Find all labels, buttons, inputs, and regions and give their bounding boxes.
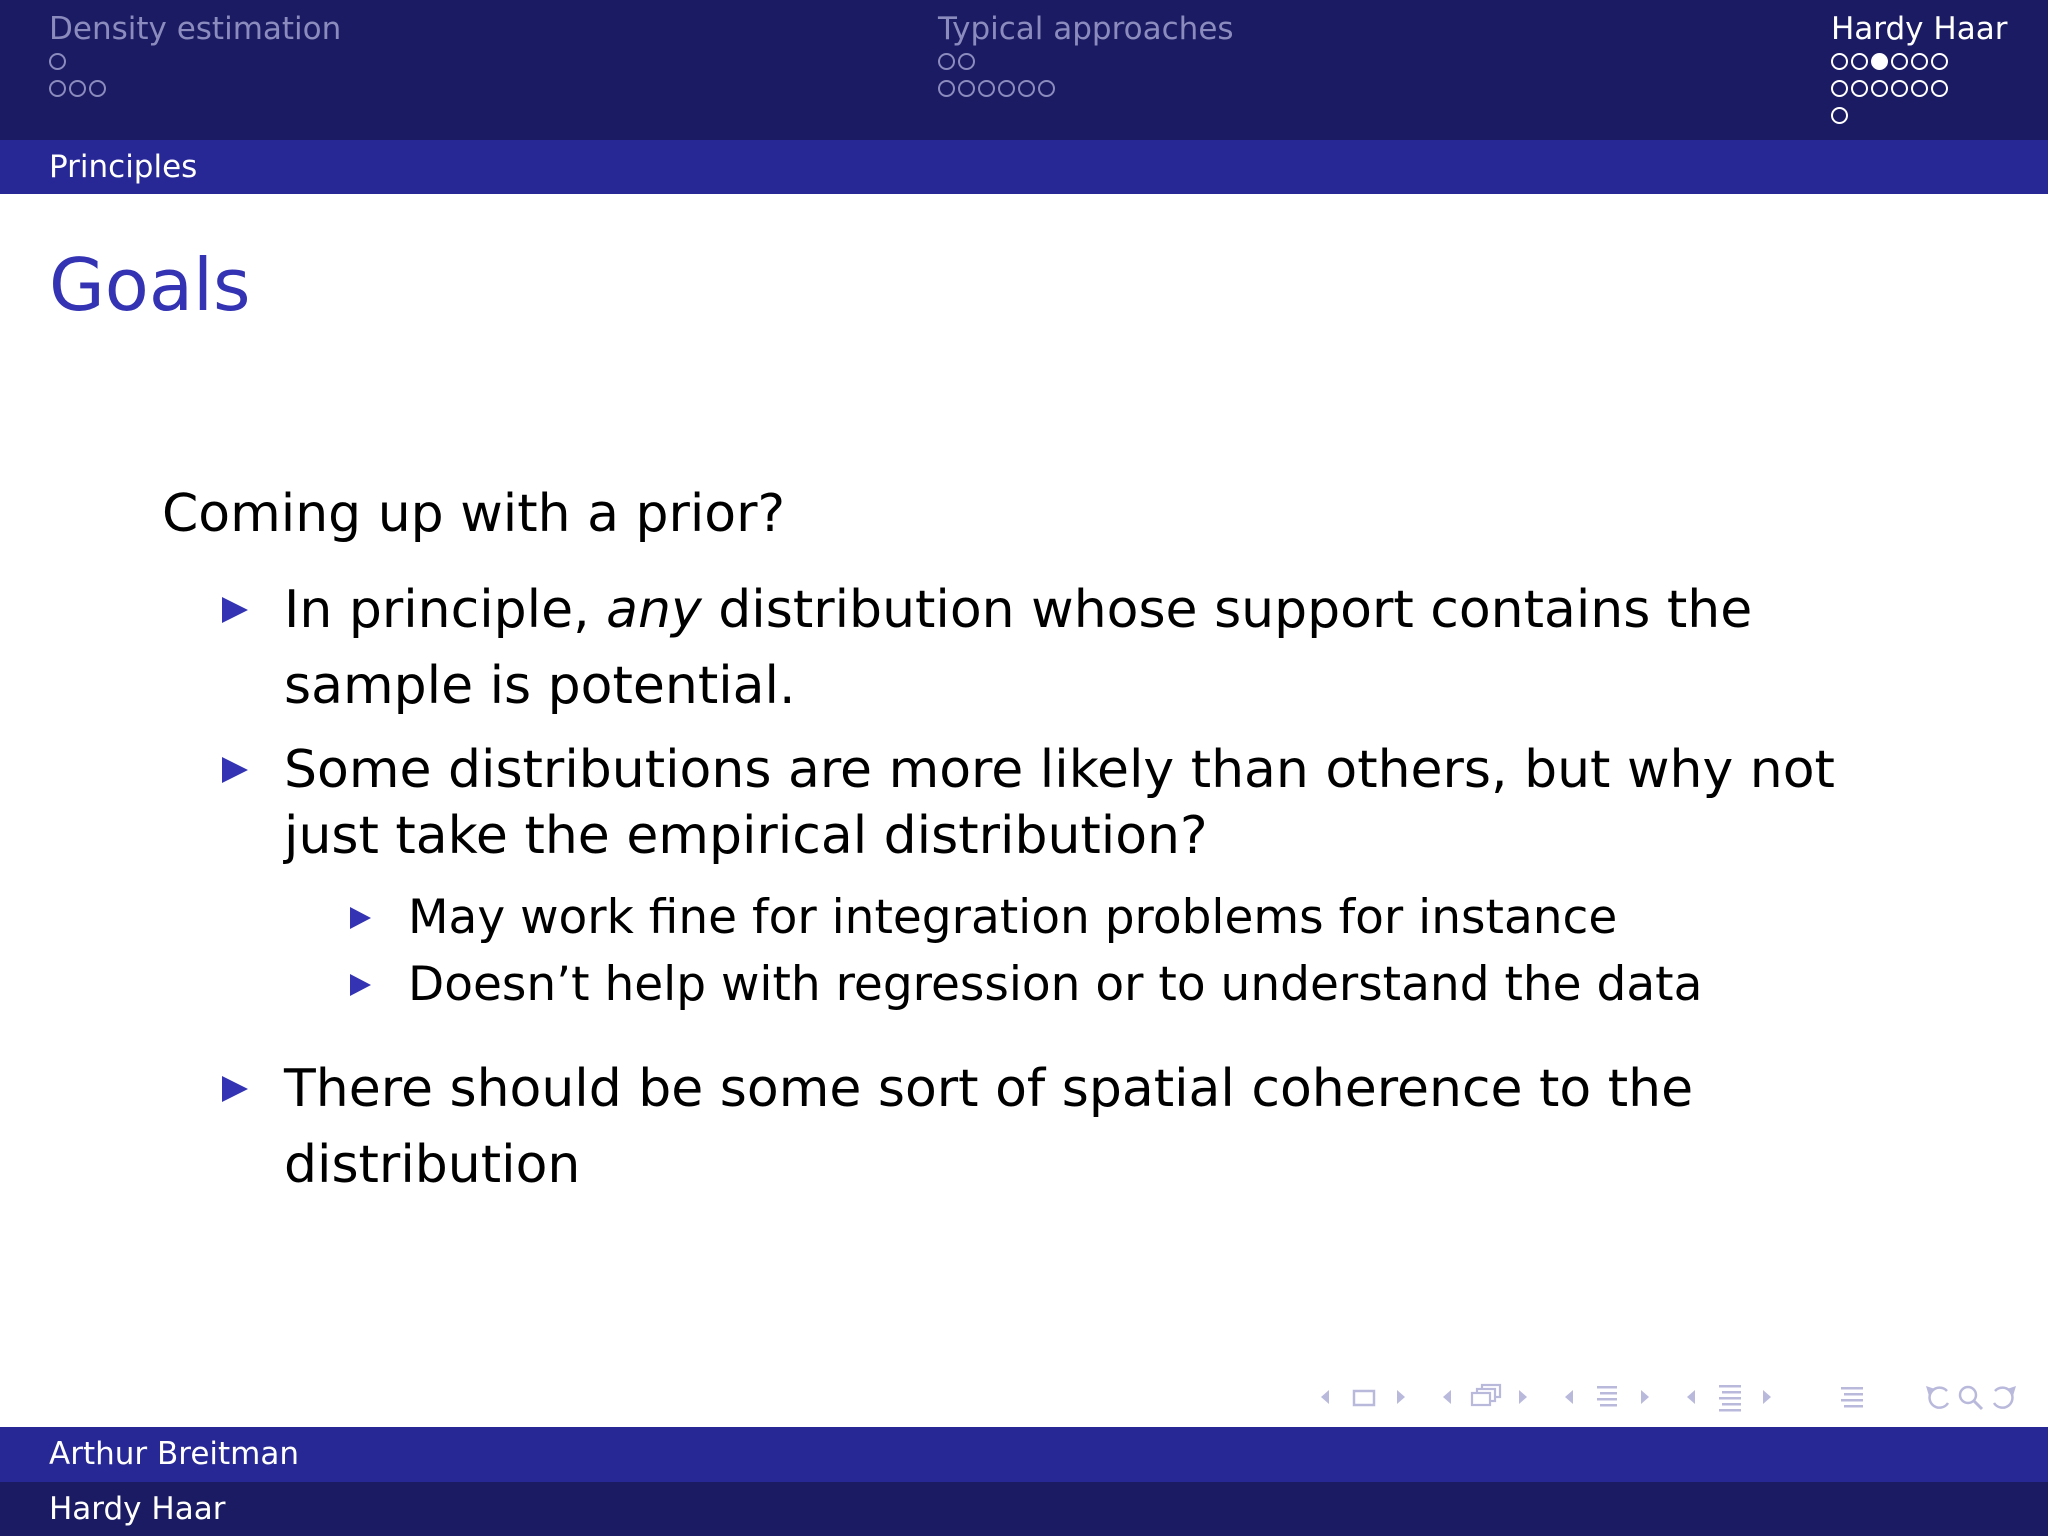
frame-dot[interactable] (49, 53, 66, 70)
bullet-text-part: distribution whose support contains the (701, 580, 1753, 640)
nav-outline-icon[interactable] (1837, 1377, 1869, 1417)
nav-frame-group[interactable] (1315, 1377, 1411, 1417)
frame-dot[interactable] (1831, 53, 1848, 70)
frame-dot[interactable] (1891, 80, 1908, 97)
intro-text: Coming up with a prior? (162, 484, 786, 544)
frame-dot[interactable] (1018, 80, 1035, 97)
bullet-line: sample is potential. (284, 656, 796, 716)
header-bar (0, 0, 2048, 140)
nav-document-group[interactable] (1681, 1377, 1777, 1417)
bullet-triangle-icon (350, 907, 371, 929)
bullet-triangle-icon (222, 757, 248, 783)
nav-document-icon[interactable] (1681, 1377, 1777, 1417)
footer-title-bar (0, 1482, 2048, 1536)
sub-bullet-text: May work fine for integration problems for instance (408, 890, 1618, 945)
emphasis-text: any (606, 580, 702, 640)
frame-dot[interactable] (1038, 80, 1055, 97)
nav-frame-icon[interactable] (1315, 1377, 1411, 1417)
sub-bullet-item (350, 889, 1617, 947)
nav-subsection-group[interactable] (1437, 1377, 1533, 1417)
bullet-triangle-icon (222, 1076, 248, 1102)
bullet-item (222, 736, 1835, 870)
subsection-dots (1831, 48, 2007, 75)
bullet-line: distribution (284, 1135, 581, 1195)
frame-title: Goals (49, 243, 251, 327)
nav-section-group[interactable] (1559, 1377, 1655, 1417)
section-title[interactable]: Typical approaches (938, 11, 1234, 47)
bullet-triangle-icon (350, 974, 371, 996)
subsection-bar (0, 140, 2048, 194)
bullet-line (284, 576, 1752, 644)
frame-dot[interactable] (1831, 107, 1848, 124)
bullet-line: Some distributions are more likely than others, but why not (284, 740, 1835, 800)
frame-dot[interactable] (69, 80, 86, 97)
nav-forward-icon[interactable] (1987, 1377, 2021, 1417)
subsection-dots (49, 75, 341, 102)
footer-short-title: Hardy Haar (49, 1491, 226, 1527)
subsection-dots (1831, 75, 2007, 102)
frame-dot[interactable] (958, 80, 975, 97)
section-typical-approaches[interactable] (938, 10, 1234, 102)
sub-bullet-text: Doesn’t help with regression or to understand the data (408, 957, 1703, 1012)
section-density-estimation[interactable] (49, 10, 341, 102)
section-hardy-haar[interactable] (1831, 10, 2007, 129)
footer-author: Arthur Breitman (49, 1436, 300, 1472)
frame-dot[interactable] (958, 53, 975, 70)
current-frame-dot[interactable] (1871, 53, 1888, 70)
bullet-text-part: In principle, (284, 580, 607, 640)
bullet-text (284, 736, 1835, 870)
bullet-item (222, 576, 1752, 720)
nav-subsection-icon[interactable] (1437, 1377, 1533, 1417)
footer-author-bar (0, 1427, 2048, 1482)
frame-dot[interactable] (978, 80, 995, 97)
frame-dot[interactable] (1911, 80, 1928, 97)
frame-dot[interactable] (49, 80, 66, 97)
frame-dot[interactable] (1851, 53, 1868, 70)
bullet-line: just take the empirical distribution? (284, 806, 1208, 866)
bullet-text (284, 1055, 1693, 1199)
frame-dot[interactable] (89, 80, 106, 97)
subsection-dots (938, 48, 1234, 75)
frame-dot[interactable] (1831, 80, 1848, 97)
frame-dot[interactable] (1931, 53, 1948, 70)
frame-dot[interactable] (1931, 80, 1948, 97)
section-title[interactable]: Hardy Haar (1831, 11, 2008, 47)
frame-dot[interactable] (1891, 53, 1908, 70)
bullet-item (222, 1055, 1693, 1199)
nav-outline-group[interactable] (1837, 1377, 1869, 1417)
sub-bullet-item (350, 956, 1702, 1014)
subsection-dots (1831, 102, 2007, 129)
subsection-dots (938, 75, 1234, 102)
frame-dot[interactable] (1851, 80, 1868, 97)
subsection-dots (49, 48, 341, 75)
bullet-line: There should be some sort of spatial coherence to the (284, 1059, 1694, 1119)
section-title[interactable]: Density estimation (49, 11, 342, 47)
bullet-text (284, 576, 1752, 720)
nav-tools-group[interactable] (1921, 1377, 2021, 1417)
frame-dot[interactable] (938, 80, 955, 97)
frame-dot[interactable] (1871, 80, 1888, 97)
nav-section-icon[interactable] (1559, 1377, 1655, 1417)
nav-search-icon[interactable] (1955, 1377, 1987, 1417)
subsection-title[interactable]: Principles (49, 149, 198, 185)
frame-dot[interactable] (1911, 53, 1928, 70)
frame-dot[interactable] (938, 53, 955, 70)
nav-back-icon[interactable] (1921, 1377, 1955, 1417)
frame-dot[interactable] (998, 80, 1015, 97)
bullet-triangle-icon (222, 597, 248, 623)
